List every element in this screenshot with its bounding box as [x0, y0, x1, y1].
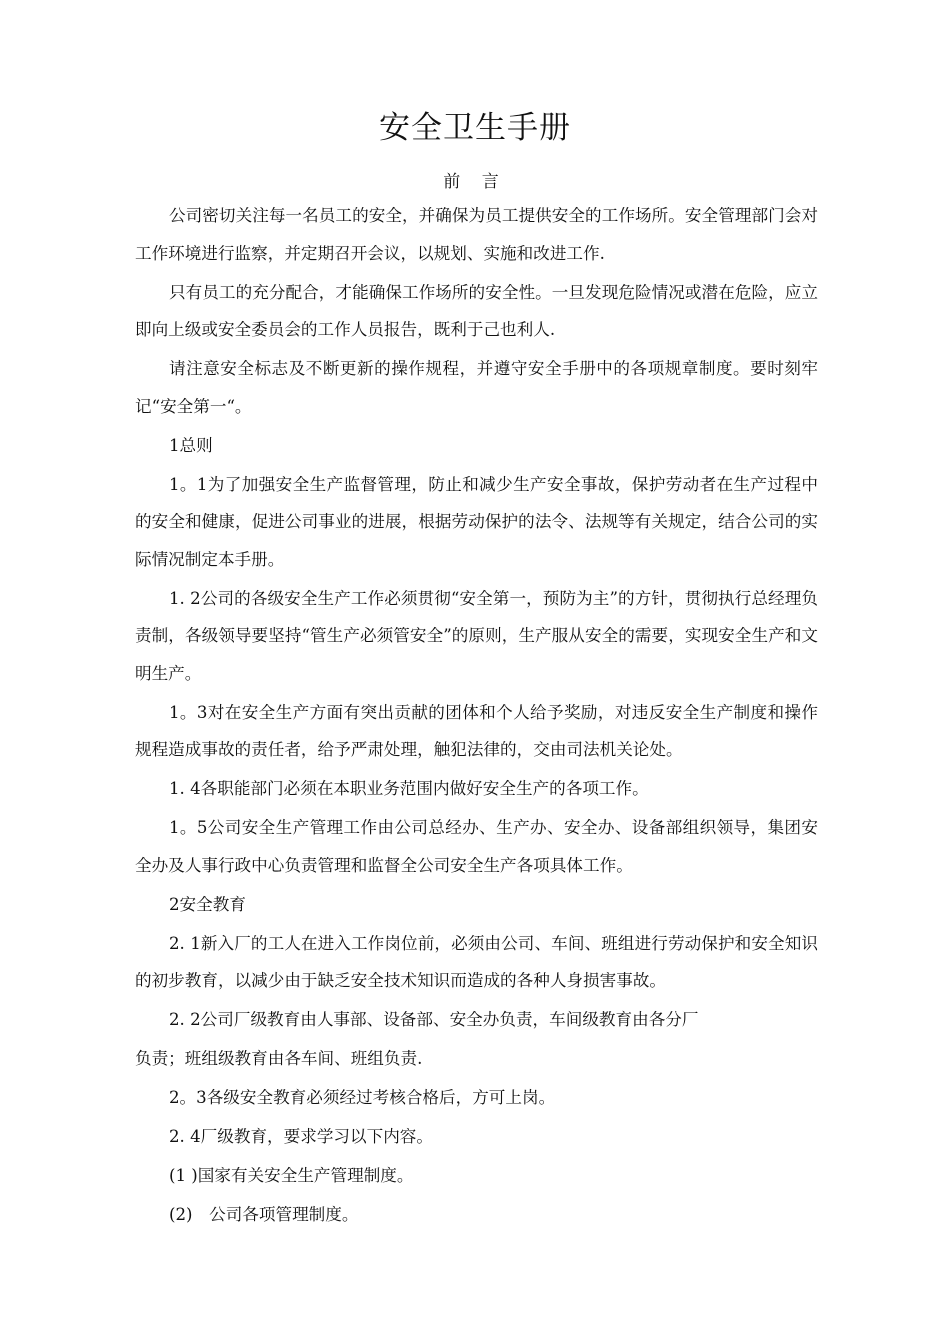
document-title: 安全卫生手册 — [379, 110, 571, 146]
list-item-1: (1 )国家有关安全生产管理制度。 — [169, 1166, 414, 1185]
section-heading-1: 1总则 — [169, 435, 213, 455]
paragraph-2-3: 2。3各级安全教育必须经过考核合格后，方可上岗。 — [169, 1088, 556, 1107]
list-item-2: (2) 公司各项管理制度。 — [169, 1205, 359, 1224]
paragraph-2-2-continued: 负责；班组级教育由各车间、班组负责. — [135, 1049, 423, 1068]
paragraph-2-1: 2. 1新入厂的工人在进入工作岗位前，必须由公司、车间、班组进行劳动保护和安全知识的初步教育，以减少由于缺乏安全技术知识而造成的各种人身损害事故。 — [135, 933, 818, 990]
document-body — [135, 197, 818, 1235]
paragraph-2-4: 2. 4厂级教育，要求学习以下内容。 — [169, 1127, 433, 1146]
paragraph-intro-3: 请注意安全标志及不断更新的操作规程，并遵守安全手册中的各项规章制度。要时刻牢记“安全第一“。 — [135, 359, 818, 416]
paragraph-1-4: 1. 4各职能部门必须在本职业务范围内做好安全生产的各项工作。 — [169, 779, 649, 798]
document-subtitle: 前 言 — [443, 172, 507, 192]
paragraph-1-3: 1。3对在安全生产方面有突出贡献的团体和个人给予奖励，对违反安全生产制度和操作规程造成事故的责任者，给予严肃处理，触犯法律的，交由司法机关论处。 — [135, 702, 818, 759]
section-heading-2: 2安全教育 — [169, 894, 246, 914]
paragraph-1-1: 1。1为了加强安全生产监督管理，防止和减少生产安全事故，保护劳动者在生产过程中的安全和健康，促进公司事业的进展，根据劳动保护的法令、法规等有关规定，结合公司的实际情况制定本手册。 — [135, 474, 818, 569]
paragraph-1-5: 1。5公司安全生产管理工作由公司总经办、生产办、安全办、设备部组织领导，集团安全办及人事行政中心负责管理和监督全公司安全生产各项具体工作。 — [135, 818, 818, 875]
paragraph-2-2: 2. 2公司厂级教育由人事部、设备部、安全办负责，车间级教育由各分厂 — [169, 1010, 699, 1029]
paragraph-intro-2: 只有员工的充分配合，才能确保工作场所的安全性。一旦发现危险情况或潜在危险，应立即向上级或安全委员会的工作人员报告，既利于己也利人. — [135, 282, 818, 339]
paragraph-intro-1: 公司密切关注每一名员工的安全，并确保为员工提供安全的工作场所。安全管理部门会对工作环境进行监察，并定期召开会议，以规划、实施和改进工作. — [135, 206, 818, 263]
paragraph-1-2: 1. 2公司的各级安全生产工作必须贯彻“安全第一，预防为主”的方针，贯彻执行总经理负责制，各级领导要坚持“管生产必须管安全”的原则，生产服从安全的需要，实现安全生产和文明生产。 — [135, 588, 818, 683]
